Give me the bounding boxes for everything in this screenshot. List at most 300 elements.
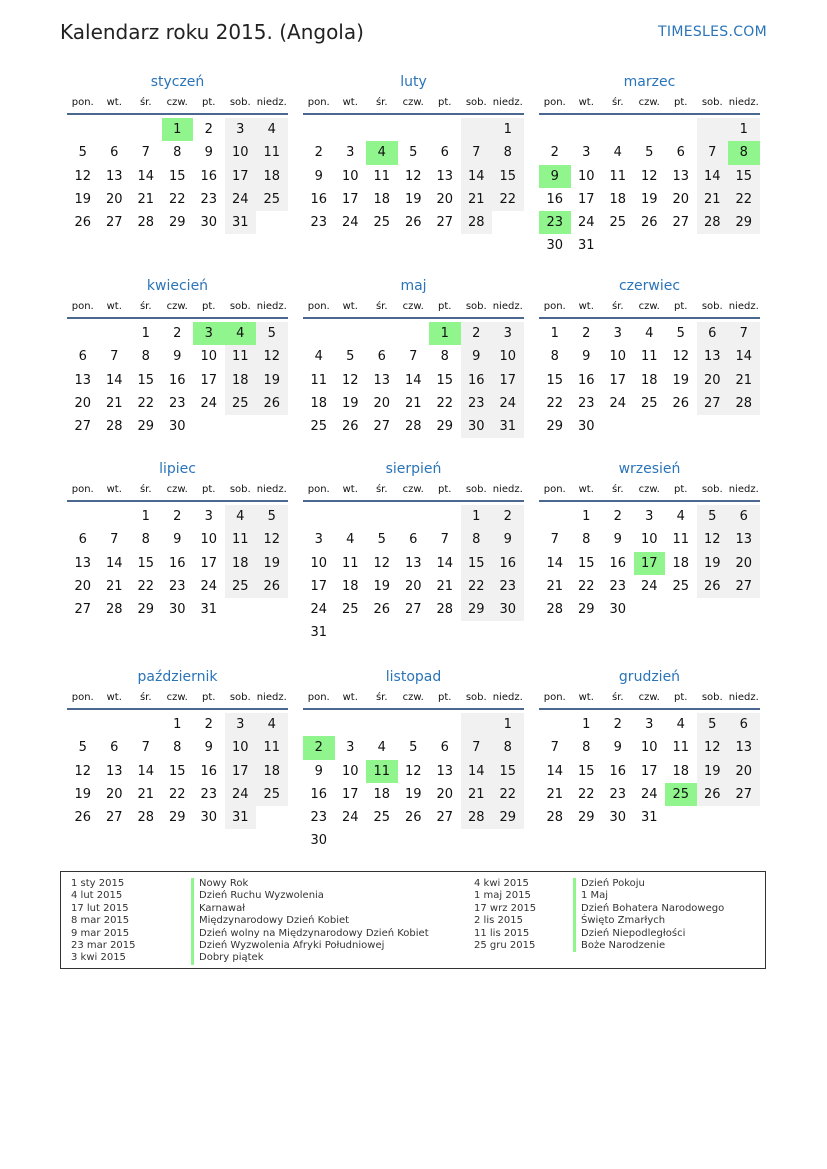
day-cell: 25 <box>341 602 359 618</box>
day-cell: 13 <box>436 763 454 779</box>
day-cell: 3 <box>225 713 257 736</box>
empty-day-cell <box>67 713 99 736</box>
day-cell: 12 <box>373 555 391 571</box>
day-cell: 15 <box>137 555 155 571</box>
day-cell: 24 <box>609 395 627 411</box>
day-cell: 24 <box>341 215 359 231</box>
empty-day-cell <box>303 505 335 528</box>
day-cell: 7 <box>461 141 493 164</box>
weekday-label: niedz. <box>256 97 287 108</box>
weekday-label: niedz. <box>256 301 287 312</box>
day-cell: 30 <box>200 215 218 231</box>
day-cell: 21 <box>137 191 155 207</box>
day-cell: 14 <box>546 763 564 779</box>
day-cell: 19 <box>256 369 288 392</box>
holiday-day-cell: 3 <box>193 322 225 345</box>
weekday-label: niedz. <box>728 301 759 312</box>
day-cell: 9 <box>173 532 182 548</box>
weekday-label: pon. <box>71 692 94 703</box>
day-cell: 15 <box>577 555 595 571</box>
day-cell: 26 <box>256 392 288 415</box>
day-cell: 9 <box>461 345 493 368</box>
day-cell: 17 <box>341 191 359 207</box>
weekday-header <box>303 481 524 502</box>
weekday-label: pt. <box>438 484 452 495</box>
day-cell: 12 <box>672 349 690 365</box>
empty-day-cell <box>335 322 367 345</box>
weekday-label: śr. <box>139 484 152 495</box>
weekday-label: wt. <box>106 484 122 495</box>
day-cell: 23 <box>310 215 328 231</box>
day-cell: 4 <box>613 145 622 161</box>
day-cell: 15 <box>168 168 186 184</box>
month-name: wrzesień <box>618 461 681 477</box>
day-cell: 19 <box>672 372 690 388</box>
day-cell: 17 <box>492 369 524 392</box>
day-cell: 21 <box>404 395 422 411</box>
legend-holiday-date: 1 maj 2015 <box>474 890 531 902</box>
day-cell: 29 <box>137 602 155 618</box>
empty-day-cell <box>398 322 430 345</box>
day-cell: 3 <box>346 145 355 161</box>
month-name: sierpień <box>385 461 442 477</box>
day-cell: 7 <box>728 322 760 345</box>
day-cell: 28 <box>728 392 760 415</box>
day-cell: 7 <box>440 532 449 548</box>
day-cell: 7 <box>461 736 493 759</box>
legend-holiday-name: Dzień Ruchu Wyzwolenia <box>191 890 429 902</box>
day-cell: 1 <box>582 717 591 732</box>
day-cell: 14 <box>697 165 729 188</box>
day-cell: 27 <box>728 783 760 806</box>
day-cell: 6 <box>78 532 87 548</box>
legend-holiday-date: 11 lis 2015 <box>474 927 530 939</box>
day-cell: 15 <box>436 372 454 388</box>
day-cell: 19 <box>373 578 391 594</box>
weekday-label: sob. <box>465 484 487 495</box>
day-cell: 2 <box>314 145 323 161</box>
day-cell: 6 <box>110 740 119 756</box>
month-calendar <box>539 72 760 276</box>
day-cell: 19 <box>697 760 729 783</box>
holiday-day-cell: 8 <box>728 141 760 164</box>
empty-day-cell <box>429 713 461 736</box>
weekday-label: pon. <box>307 484 330 495</box>
day-cell: 23 <box>168 578 186 594</box>
day-cell: 18 <box>225 369 257 392</box>
holiday-day-cell: 4 <box>366 141 398 164</box>
day-cell: 31 <box>200 602 218 618</box>
day-cell: 27 <box>436 215 454 231</box>
month-name: listopad <box>385 669 442 685</box>
holiday-day-cell: 23 <box>539 211 571 234</box>
weekday-header <box>539 689 760 710</box>
day-cell: 28 <box>546 810 564 826</box>
day-cell: 5 <box>256 505 288 528</box>
day-cell: 22 <box>168 191 186 207</box>
weekday-label: sob. <box>701 97 723 108</box>
day-cell: 7 <box>697 141 729 164</box>
days-grid <box>67 713 288 829</box>
holiday-day-cell: 11 <box>366 760 398 783</box>
day-cell: 16 <box>609 763 627 779</box>
day-cell: 10 <box>492 345 524 368</box>
weekday-label: sob. <box>465 692 487 703</box>
day-cell: 27 <box>105 215 123 231</box>
day-cell: 13 <box>105 168 123 184</box>
day-cell: 11 <box>672 532 690 548</box>
legend-holiday-name: Dzień Pokoju <box>573 878 724 890</box>
day-cell: 24 <box>640 786 658 802</box>
weekday-label: wt. <box>578 97 594 108</box>
weekday-label: pon. <box>71 97 94 108</box>
month-calendar <box>539 276 760 459</box>
day-cell: 18 <box>373 786 391 802</box>
empty-day-cell <box>335 505 367 528</box>
day-cell: 5 <box>697 505 729 528</box>
weekday-label: sob. <box>465 97 487 108</box>
day-cell: 3 <box>492 322 524 345</box>
day-cell: 22 <box>492 783 524 806</box>
day-cell: 17 <box>341 786 359 802</box>
day-cell: 26 <box>341 419 359 435</box>
day-cell: 6 <box>440 740 449 756</box>
day-cell: 5 <box>409 145 418 161</box>
day-cell: 14 <box>105 555 123 571</box>
day-cell: 31 <box>225 806 257 829</box>
day-cell: 2 <box>582 326 591 341</box>
day-cell: 27 <box>728 575 760 598</box>
day-cell: 16 <box>168 372 186 388</box>
weekday-label: czw. <box>166 484 188 495</box>
day-cell: 19 <box>697 552 729 575</box>
day-cell: 25 <box>225 392 257 415</box>
day-cell: 30 <box>200 810 218 826</box>
legend-holiday-name: Nowy Rok <box>191 878 429 890</box>
day-cell: 9 <box>582 349 591 365</box>
day-cell: 14 <box>105 372 123 388</box>
day-cell: 14 <box>461 760 493 783</box>
day-cell: 5 <box>256 322 288 345</box>
weekday-header <box>303 298 524 319</box>
day-cell: 6 <box>728 505 760 528</box>
day-cell: 30 <box>577 419 595 435</box>
day-cell: 17 <box>640 763 658 779</box>
day-cell: 13 <box>105 763 123 779</box>
empty-day-cell <box>539 505 571 528</box>
day-cell: 1 <box>173 717 182 732</box>
weekday-label: pon. <box>307 97 330 108</box>
day-cell: 26 <box>74 215 92 231</box>
day-cell: 22 <box>546 395 564 411</box>
day-cell: 24 <box>225 188 257 211</box>
day-cell: 15 <box>577 763 595 779</box>
month-name: kwiecień <box>146 278 209 294</box>
legend-right-dates <box>474 878 536 952</box>
day-cell: 26 <box>697 575 729 598</box>
day-cell: 23 <box>577 395 595 411</box>
day-cell: 27 <box>373 419 391 435</box>
legend-holiday-date: 8 mar 2015 <box>71 915 130 927</box>
day-cell: 1 <box>728 118 760 141</box>
weekday-label: czw. <box>166 97 188 108</box>
day-cell: 21 <box>546 786 564 802</box>
month-name: styczeń <box>150 74 205 90</box>
day-cell: 7 <box>550 532 559 548</box>
legend-holiday-date: 17 lut 2015 <box>71 902 129 914</box>
empty-day-cell <box>366 505 398 528</box>
day-cell: 13 <box>697 345 729 368</box>
day-cell: 4 <box>256 713 288 736</box>
day-cell: 24 <box>225 783 257 806</box>
weekday-label: pt. <box>202 301 216 312</box>
day-cell: 19 <box>74 786 92 802</box>
day-cell: 16 <box>609 555 627 571</box>
day-cell: 22 <box>436 395 454 411</box>
day-cell: 10 <box>341 168 359 184</box>
day-cell: 26 <box>640 215 658 231</box>
day-cell: 12 <box>74 168 92 184</box>
days-grid <box>303 118 524 234</box>
day-cell: 9 <box>613 532 622 548</box>
weekday-label: śr. <box>611 692 624 703</box>
day-cell: 30 <box>461 415 493 438</box>
day-cell: 8 <box>492 141 524 164</box>
day-cell: 29 <box>577 602 595 618</box>
weekday-label: pon. <box>543 97 566 108</box>
day-cell: 9 <box>492 528 524 551</box>
day-cell: 2 <box>204 122 213 137</box>
day-cell: 5 <box>645 145 654 161</box>
day-cell: 26 <box>256 575 288 598</box>
month-name: luty <box>400 74 427 90</box>
month-name: październik <box>137 669 218 685</box>
legend-left-dates <box>71 878 136 965</box>
day-cell: 8 <box>173 145 182 161</box>
month-calendar <box>303 459 524 667</box>
day-cell: 2 <box>492 505 524 528</box>
day-cell: 27 <box>105 810 123 826</box>
weekday-label: pon. <box>543 484 566 495</box>
weekday-label: czw. <box>638 692 660 703</box>
day-cell: 3 <box>204 509 213 524</box>
legend-holiday-date: 4 lut 2015 <box>71 890 123 902</box>
empty-day-cell <box>99 713 131 736</box>
day-cell: 18 <box>672 763 690 779</box>
empty-day-cell <box>366 322 398 345</box>
weekday-label: pon. <box>71 484 94 495</box>
day-cell: 9 <box>314 763 323 779</box>
day-cell: 14 <box>436 555 454 571</box>
day-cell: 20 <box>373 395 391 411</box>
day-cell: 26 <box>404 810 422 826</box>
day-cell: 20 <box>74 395 92 411</box>
day-cell: 13 <box>672 168 690 184</box>
empty-day-cell <box>602 118 634 141</box>
day-cell: 23 <box>492 575 524 598</box>
day-cell: 28 <box>404 419 422 435</box>
day-cell: 20 <box>728 760 760 783</box>
day-cell: 31 <box>310 625 328 641</box>
empty-day-cell <box>429 505 461 528</box>
day-cell: 31 <box>492 415 524 438</box>
day-cell: 10 <box>577 168 595 184</box>
day-cell: 22 <box>168 786 186 802</box>
weekday-label: wt. <box>578 692 594 703</box>
day-cell: 12 <box>74 763 92 779</box>
weekday-label: czw. <box>402 484 424 495</box>
day-cell: 1 <box>141 509 150 524</box>
day-cell: 24 <box>640 578 658 594</box>
empty-day-cell <box>665 118 697 141</box>
day-cell: 19 <box>341 395 359 411</box>
day-cell: 30 <box>492 598 524 621</box>
empty-day-cell <box>398 505 430 528</box>
day-cell: 12 <box>697 736 729 759</box>
day-cell: 4 <box>256 118 288 141</box>
weekday-label: wt. <box>342 692 358 703</box>
day-cell: 6 <box>409 532 418 548</box>
days-grid <box>539 505 760 621</box>
holiday-day-cell: 4 <box>225 322 257 345</box>
day-cell: 19 <box>256 552 288 575</box>
empty-day-cell <box>429 118 461 141</box>
day-cell: 20 <box>436 191 454 207</box>
day-cell: 23 <box>200 191 218 207</box>
day-cell: 22 <box>492 188 524 211</box>
day-cell: 26 <box>672 395 690 411</box>
brand-link[interactable]: TIMESLES.COM <box>658 24 767 40</box>
days-grid <box>303 713 524 853</box>
day-cell: 2 <box>550 145 559 161</box>
day-cell: 25 <box>225 575 257 598</box>
weekday-label: wt. <box>106 301 122 312</box>
day-cell: 11 <box>672 740 690 756</box>
day-cell: 8 <box>173 740 182 756</box>
day-cell: 23 <box>609 578 627 594</box>
empty-day-cell <box>539 118 571 141</box>
empty-day-cell <box>303 118 335 141</box>
day-cell: 5 <box>676 326 685 341</box>
empty-day-cell <box>366 118 398 141</box>
empty-day-cell <box>99 505 131 528</box>
day-cell: 2 <box>461 322 493 345</box>
day-cell: 23 <box>310 810 328 826</box>
day-cell: 27 <box>74 602 92 618</box>
day-cell: 14 <box>404 372 422 388</box>
legend-holiday-date: 17 wrz 2015 <box>474 902 537 914</box>
empty-day-cell <box>398 713 430 736</box>
day-cell: 24 <box>577 215 595 231</box>
month-calendar <box>539 667 760 875</box>
day-cell: 13 <box>74 372 92 388</box>
legend-holiday-name: Boże Narodzenie <box>573 940 724 952</box>
holiday-day-cell: 1 <box>429 322 461 345</box>
day-cell: 25 <box>256 783 288 806</box>
weekday-label: pt. <box>674 692 688 703</box>
weekday-label: pon. <box>71 301 94 312</box>
day-cell: 8 <box>461 528 493 551</box>
day-cell: 16 <box>310 191 328 207</box>
day-cell: 28 <box>461 806 493 829</box>
day-cell: 17 <box>310 578 328 594</box>
day-cell: 20 <box>404 578 422 594</box>
day-cell: 25 <box>373 810 391 826</box>
days-grid <box>303 505 524 645</box>
day-cell: 6 <box>676 145 685 161</box>
weekday-label: niedz. <box>492 484 523 495</box>
legend-right-names <box>573 878 724 952</box>
day-cell: 1 <box>550 326 559 341</box>
day-cell: 2 <box>173 509 182 524</box>
day-cell: 25 <box>672 578 690 594</box>
day-cell: 31 <box>577 238 595 254</box>
weekday-header <box>67 689 288 710</box>
weekday-label: niedz. <box>256 484 287 495</box>
day-cell: 21 <box>105 395 123 411</box>
day-cell: 27 <box>74 419 92 435</box>
day-cell: 14 <box>137 168 155 184</box>
day-cell: 18 <box>341 578 359 594</box>
weekday-label: pt. <box>674 301 688 312</box>
day-cell: 15 <box>137 372 155 388</box>
holiday-day-cell: 1 <box>162 118 194 141</box>
empty-day-cell <box>130 713 162 736</box>
day-cell: 25 <box>310 419 328 435</box>
day-cell: 20 <box>728 552 760 575</box>
legend-holiday-date: 1 sty 2015 <box>71 878 125 889</box>
weekday-label: pt. <box>202 97 216 108</box>
month-name: czerwiec <box>618 278 681 294</box>
day-cell: 18 <box>373 191 391 207</box>
day-cell: 15 <box>168 763 186 779</box>
day-cell: 9 <box>204 740 213 756</box>
day-cell: 31 <box>225 211 257 234</box>
day-cell: 23 <box>609 786 627 802</box>
day-cell: 6 <box>78 349 87 365</box>
day-cell: 23 <box>461 392 493 415</box>
weekday-label: pt. <box>202 484 216 495</box>
day-cell: 25 <box>256 188 288 211</box>
month-calendar <box>303 72 524 276</box>
legend-holiday-name: Dzień Wyzwolenia Afryki Południowej <box>191 940 429 952</box>
legend-holiday-name: Dzień Bohatera Narodowego <box>573 903 724 915</box>
days-grid <box>539 322 760 438</box>
day-cell: 3 <box>645 717 654 732</box>
holiday-legend <box>60 871 766 969</box>
weekday-header <box>67 94 288 115</box>
days-grid <box>67 505 288 621</box>
day-cell: 31 <box>640 810 658 826</box>
day-cell: 11 <box>310 372 328 388</box>
days-grid <box>303 322 524 438</box>
day-cell: 9 <box>173 349 182 365</box>
day-cell: 26 <box>74 810 92 826</box>
month-name: grudzień <box>618 669 681 685</box>
day-cell: 15 <box>546 372 564 388</box>
empty-day-cell <box>697 118 729 141</box>
weekday-label: pt. <box>202 692 216 703</box>
day-cell: 25 <box>373 215 391 231</box>
day-cell: 18 <box>640 372 658 388</box>
day-cell: 29 <box>461 598 493 621</box>
weekday-label: sob. <box>229 97 251 108</box>
day-cell: 21 <box>137 786 155 802</box>
calendar-grid <box>67 72 761 875</box>
weekday-header <box>539 481 760 502</box>
month-calendar <box>67 276 288 459</box>
day-cell: 29 <box>436 419 454 435</box>
